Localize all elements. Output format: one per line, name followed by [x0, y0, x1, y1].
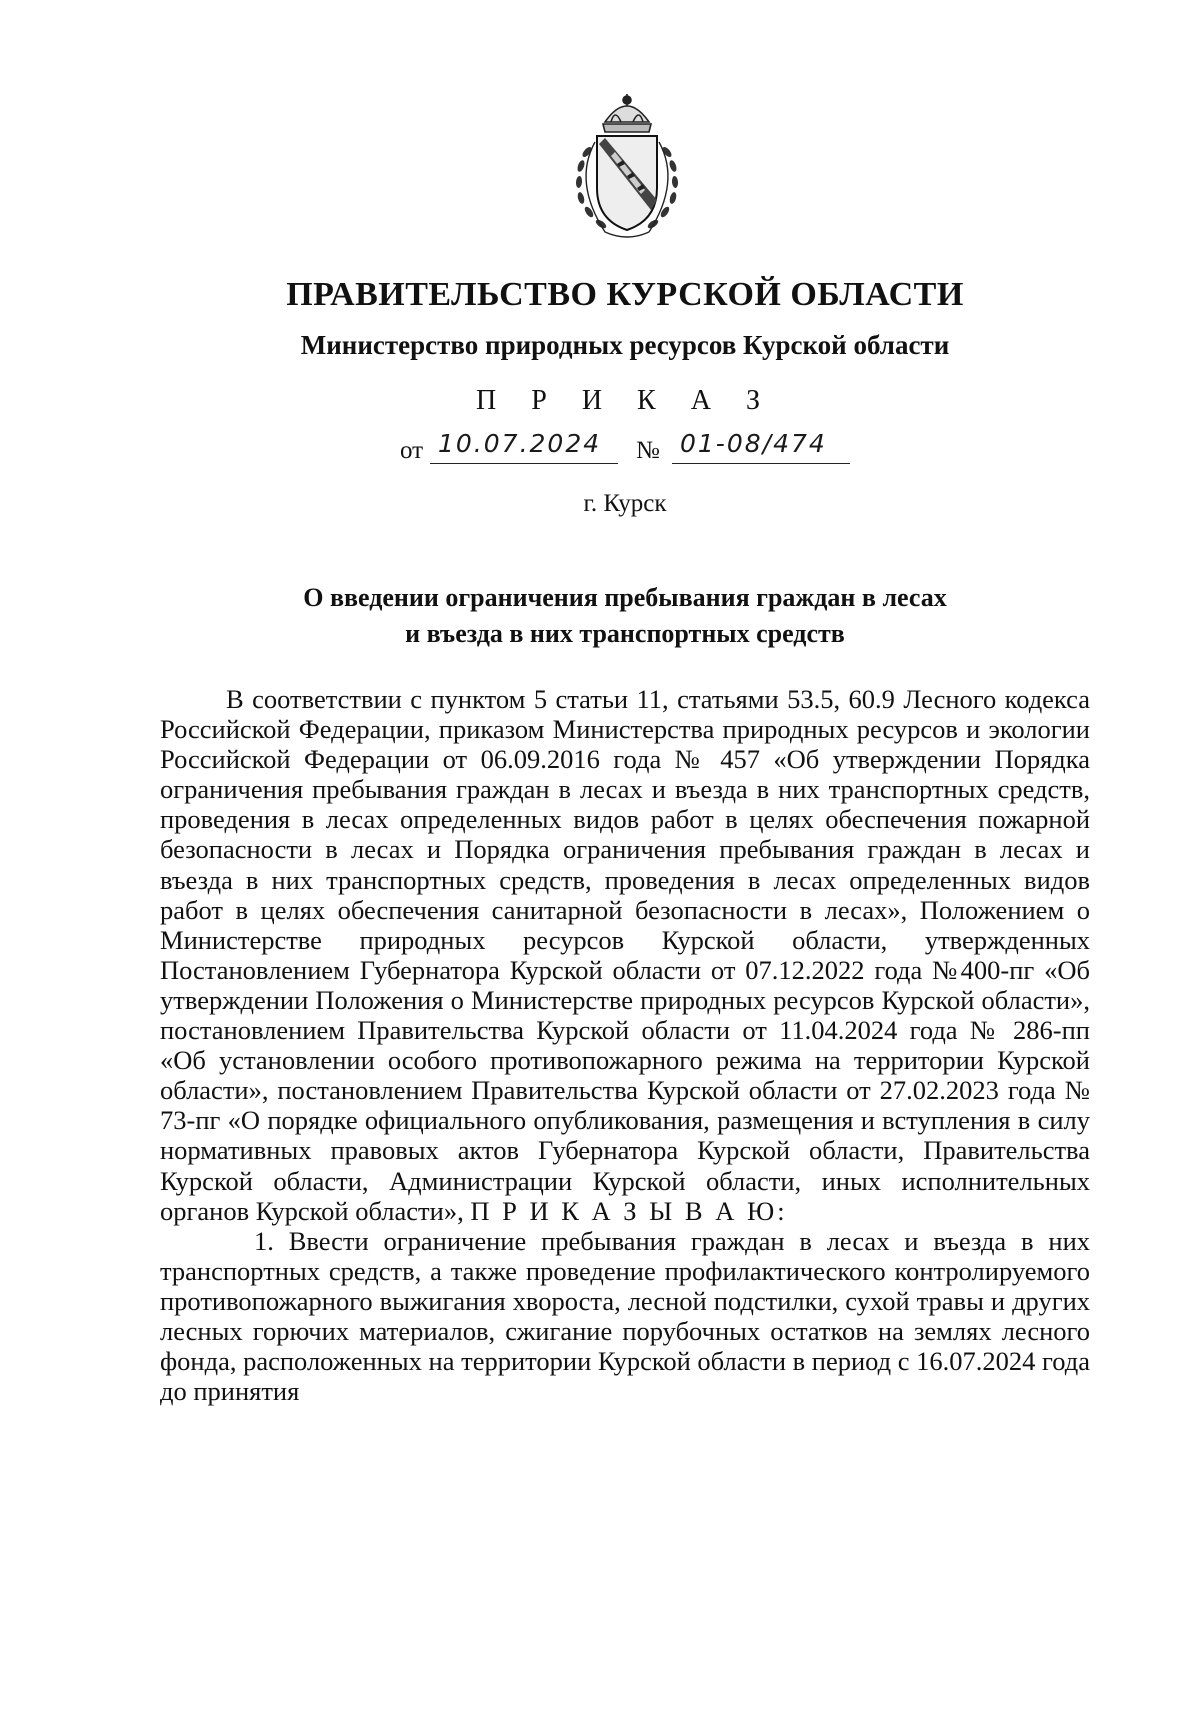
order-body: [160, 684, 1090, 1406]
item-1-paragraph: 1. Ввести ограничение пребывания граждан в лесах и въезда в них транспортных средств, а также проведение профилактического контролируемого противопожарного выжигания хвороста, лесной подстилки, сухой травы и других лесных горючих материалов, сжигание порубочных остатков на землях лесного фонда, расположенных на территории Курской области в период с 16.07.2024 года до принятия: [160, 1225, 1090, 1407]
number-underline: [672, 463, 850, 464]
order-date-number: [400, 429, 880, 469]
document-type: П Р И К А З: [476, 385, 774, 416]
government-title: ПРАВИТЕЛЬСТВО КУРСКОЙ ОБЛАСТИ: [286, 276, 964, 313]
date-underline: [430, 463, 618, 464]
order-number: 01-08/474: [680, 429, 827, 458]
date-prefix: от: [400, 437, 424, 464]
subject-line-2: и въезда в них транспортных средств: [405, 619, 845, 648]
ministry-name: Министерство природных ресурсов Курской области: [300, 330, 950, 360]
subject-line-1: О введении ограничения пребывания граждан в лесах: [303, 583, 947, 612]
coat-of-arms-icon: [565, 92, 689, 242]
city: г. Курск: [583, 490, 667, 517]
order-word: П Р И К А З Ы В А Ю:: [470, 1195, 788, 1226]
order-date: 10.07.2024: [438, 429, 602, 458]
number-prefix: №: [636, 437, 660, 464]
preamble-paragraph: [160, 684, 1090, 1226]
preamble-text: В соответствии с пунктом 5 статьи 11, статьями 53.5, 60.9 Лесного кодекса Российской Федерации, приказом Министерства природных ресурсов и экологии Российской Федерации от 06.09.2016 года № 457 «Об утверждении Порядка ограничения пребывания граждан в лесах и въезда в них транспортных средств, проведения в лесах определенных видов работ в целях обеспечения пожарной безопасности в лесах и Порядка ограничения пребывания граждан в лесах и въезда в них транспортных средств, проведения в лесах определенных видов работ в целях обеспечения санитарной безопасности в лесах», Положением о Министерстве природных ресурсов Курской области, утвержденных Постановлением Губернатора Курской области от 07.12.2022 года №400-пг «Об утверждении Положения о Министерстве природных ресурсов Курской области», постановлением Правительства Курской области от 11.04.2024 года № 286-пп «Об установлении особого противопожарного режима на территории Курской области», постановлением Правительства Курской области от 27.02.2023 года № 73-пг «О порядке официального опубликования, размещения и вступления в силу нормативных правовых актов Губернатора Курской области, Правительства Курской области, Администрации Курской области, иных исполнительных органов Курской области»,: [160, 684, 1090, 1226]
order-subject: [160, 580, 1090, 652]
